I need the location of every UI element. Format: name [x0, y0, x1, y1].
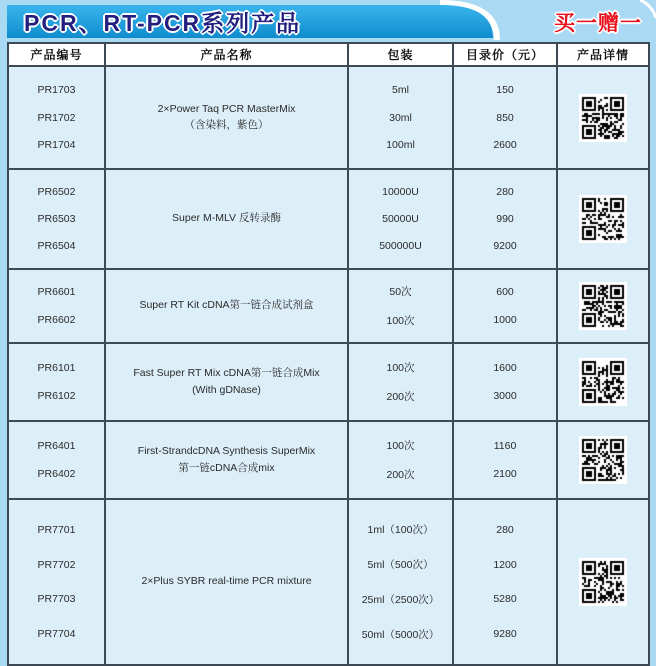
product-code: PR6503 [37, 213, 76, 225]
col-header-pack: 包装 [348, 43, 453, 66]
product-name: First-StrandcDNA Synthesis SuperMix [137, 445, 316, 458]
banner [0, 0, 656, 42]
price: 5280 [493, 593, 517, 606]
pack-cell [348, 499, 453, 665]
product-code-cell [8, 269, 105, 343]
detail-cell [557, 66, 649, 169]
product-code: PR7704 [37, 627, 76, 640]
pack-size: 200次 [386, 391, 415, 404]
detail-cell [557, 269, 649, 343]
product-name: 2×Plus SYBR real-time PCR mixture [141, 575, 312, 588]
product-table [7, 42, 650, 666]
pack-cell [348, 269, 453, 343]
product-code: PR7702 [37, 558, 76, 571]
price: 990 [496, 213, 514, 225]
product-code-cell [8, 421, 105, 499]
pack-cell [348, 66, 453, 169]
detail-cell [557, 343, 649, 421]
table-row [8, 66, 649, 169]
product-name-sub: (With gDNase) [192, 383, 261, 396]
col-header-detail: 产品详情 [557, 43, 649, 66]
table-row [8, 269, 649, 343]
detail-cell [557, 421, 649, 499]
price: 850 [496, 111, 514, 124]
pack-size: 5ml（500次） [367, 559, 434, 571]
pack-size: 50000U [382, 213, 419, 225]
product-name-cell [105, 66, 348, 169]
product-code: PR6502 [37, 186, 76, 198]
pack-size: 200次 [386, 469, 415, 482]
product-code-cell [8, 66, 105, 169]
col-header-product-code: 产品编号 [8, 43, 105, 66]
price: 2100 [493, 468, 517, 481]
price: 280 [496, 186, 514, 198]
product-code: PR6602 [37, 313, 76, 326]
pack-size: 500000U [379, 240, 422, 252]
price: 1600 [493, 361, 517, 374]
pack-size: 50次 [389, 286, 412, 299]
detail-cell [557, 499, 649, 665]
price: 2600 [493, 139, 517, 152]
product-name: Super M-MLV 反转录酶 [172, 212, 281, 225]
pack-size: 30ml [389, 111, 412, 124]
price: 1160 [493, 439, 517, 452]
product-code: PR7703 [37, 593, 76, 606]
pack-size: 50ml（5000次） [361, 629, 440, 641]
price-cell [453, 269, 557, 343]
promo-badge: 买一赠一 [554, 12, 642, 35]
product-code: PR1702 [37, 111, 76, 124]
corner-arc [640, 0, 656, 18]
product-name-cell [105, 499, 348, 665]
product-name-sub: 第一链cDNA合成mix [178, 461, 275, 474]
price: 150 [496, 83, 514, 96]
price: 1000 [493, 313, 517, 326]
product-code: PR6504 [37, 240, 76, 252]
product-name-cell [105, 421, 348, 499]
product-name-cell [105, 269, 348, 343]
price: 280 [496, 524, 514, 537]
table-row [8, 169, 649, 269]
pack-size: 1ml（100次） [367, 524, 434, 536]
table-row [8, 421, 649, 499]
col-header-product-name: 产品名称 [105, 43, 348, 66]
detail-cell [557, 169, 649, 269]
price: 1200 [493, 558, 517, 571]
product-code: PR6601 [37, 286, 76, 299]
price: 3000 [493, 390, 517, 403]
product-code-cell [8, 499, 105, 665]
product-name-sub: （含染料，紫色） [184, 119, 269, 131]
qr-code [579, 195, 627, 243]
product-code: PR6401 [37, 439, 76, 452]
qr-code [579, 282, 627, 330]
pack-size: 5ml [392, 83, 409, 96]
table-row [8, 499, 649, 665]
product-name: 2×Power Taq PCR MasterMix [157, 102, 296, 115]
price-cell [453, 421, 557, 499]
price-cell [453, 66, 557, 169]
pack-size: 100次 [386, 439, 415, 452]
price: 9200 [493, 240, 517, 252]
product-name-cell [105, 343, 348, 421]
qr-code [579, 558, 627, 606]
col-header-price: 目录价（元） [453, 43, 557, 66]
qr-code [579, 94, 627, 142]
price: 600 [496, 286, 514, 299]
pack-size: 100次 [386, 361, 415, 374]
product-code-cell [8, 169, 105, 269]
pack-size: 100次 [386, 314, 415, 327]
product-code: PR6101 [37, 361, 76, 374]
pack-size: 10000U [382, 186, 419, 198]
price: 9280 [493, 627, 517, 640]
table-row [8, 343, 649, 421]
pack-cell [348, 169, 453, 269]
pack-cell [348, 421, 453, 499]
page-title: PCR、RT-PCR系列产品 [24, 9, 302, 36]
price-cell [453, 499, 557, 665]
product-code: PR6402 [37, 468, 76, 481]
product-code: PR6102 [37, 390, 76, 403]
pack-cell [348, 343, 453, 421]
product-code-cell [8, 343, 105, 421]
qr-code [579, 436, 627, 484]
pack-size: 100ml [386, 139, 415, 152]
product-name: Fast Super RT Mix cDNA第一链合成Mix [133, 367, 320, 380]
price-cell [453, 343, 557, 421]
product-name: Super RT Kit cDNA第一链合成试剂盒 [139, 299, 314, 312]
price-cell [453, 169, 557, 269]
qr-code [579, 358, 627, 406]
product-code: PR1704 [37, 139, 76, 152]
product-code: PR7701 [37, 524, 76, 537]
product-code: PR1703 [37, 83, 76, 96]
header-row [8, 43, 649, 66]
pack-size: 25ml（2500次） [361, 594, 440, 606]
product-name-cell [105, 169, 348, 269]
